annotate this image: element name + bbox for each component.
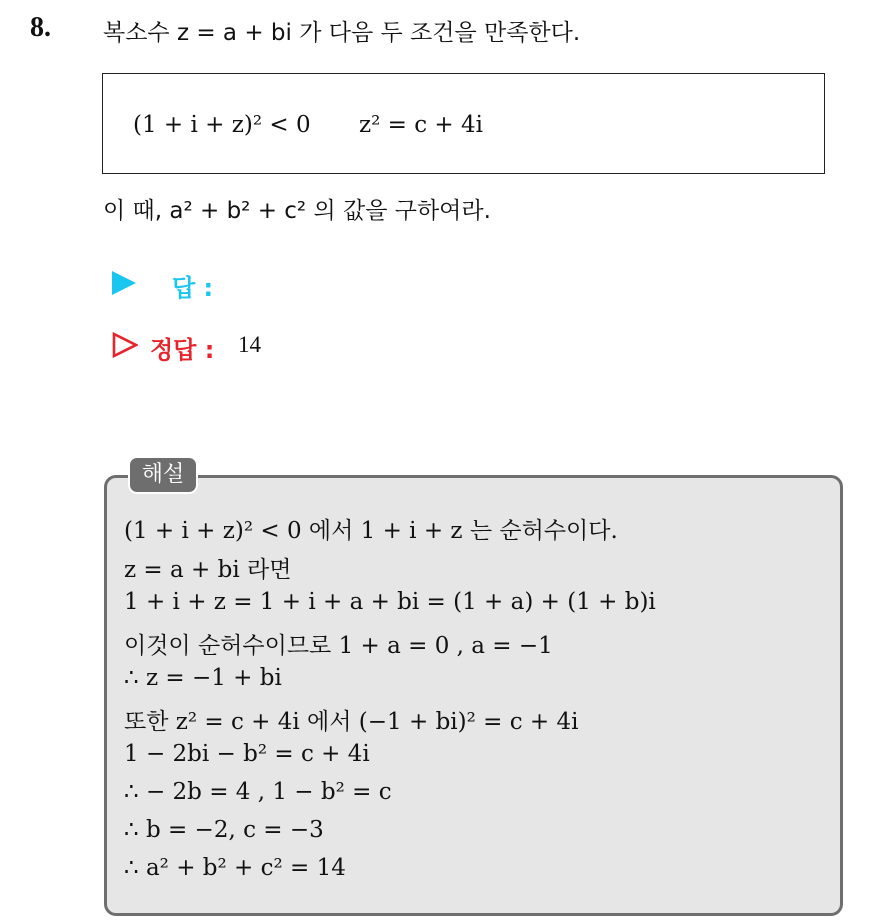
solution-line-6: 또한 z² = c + 4i 에서 (−1 + bi)² = c + 4i (124, 709, 579, 735)
condition-1: (1 + i + z)² < 0 (133, 112, 311, 138)
correct-answer-value: 14 (238, 332, 261, 357)
question-prompt: 복소수 z = a + bi 가 다음 두 조건을 만족한다. (103, 20, 581, 46)
play-outline-icon (112, 332, 138, 358)
solution-line-3: 1 + i + z = 1 + i + a + bi = (1 + a) + (1 + b)i (124, 589, 656, 615)
solution-line-8: ∴ − 2b = 4 , 1 − b² = c (124, 779, 392, 805)
solution-line-1: (1 + i + z)² < 0 에서 1 + i + z 는 순허수이다. (124, 518, 618, 544)
correct-answer-label: 정답 : (150, 336, 215, 364)
solution-line-9: ∴ b = −2, c = −3 (124, 817, 324, 843)
question-ask: 이 때, a² + b² + c² 의 값을 구하여라. (103, 198, 491, 224)
solution-line-10: ∴ a² + b² + c² = 14 (124, 855, 346, 881)
play-filled-icon (112, 271, 136, 295)
solution-line-5: ∴ z = −1 + bi (124, 665, 282, 691)
question-number: 8. (30, 12, 51, 43)
solution-line-7: 1 − 2bi − b² = c + 4i (124, 741, 370, 767)
answer-label: 답 : (172, 274, 214, 302)
condition-2: z² = c + 4i (359, 112, 483, 138)
conditions-box (102, 73, 825, 174)
solution-line-2: z = a + bi 라면 (124, 557, 292, 583)
solution-line-4: 이것이 순허수이므로 1 + a = 0 , a = −1 (124, 633, 553, 659)
solution-tab: 해설 (128, 456, 198, 494)
